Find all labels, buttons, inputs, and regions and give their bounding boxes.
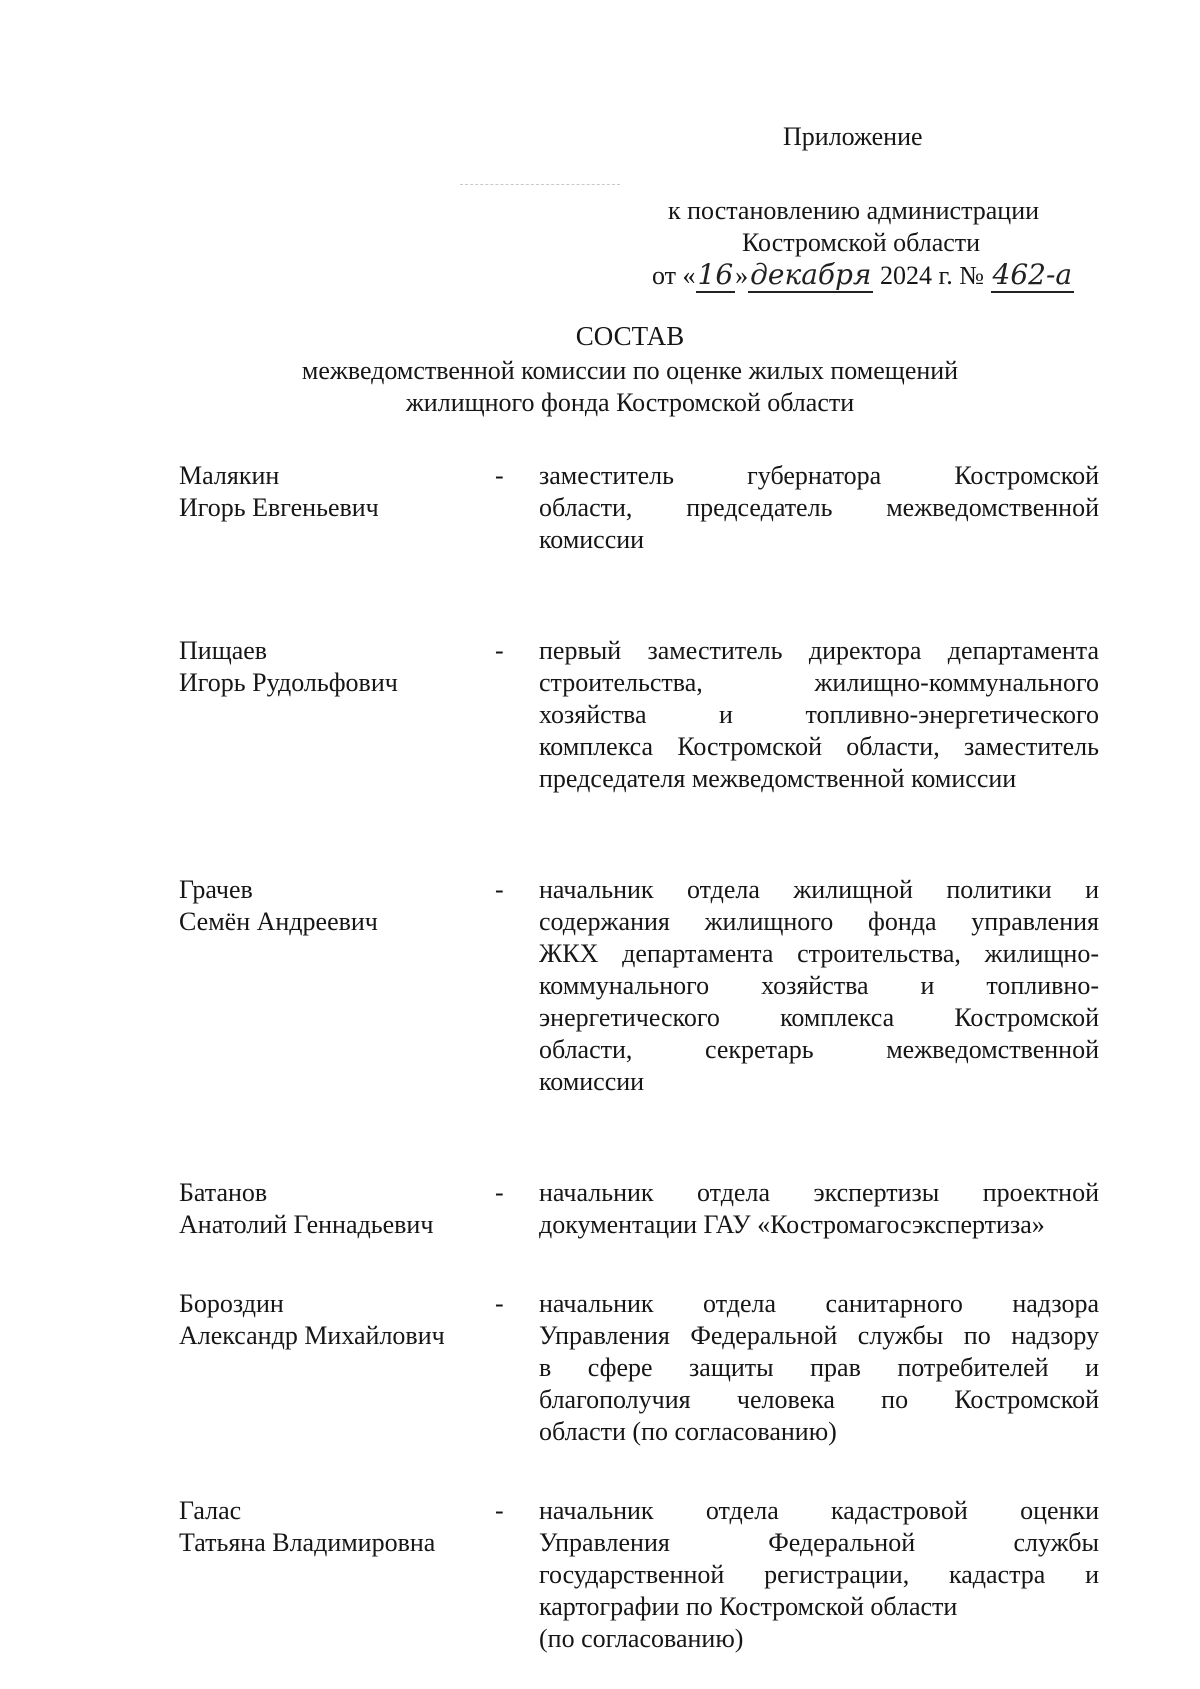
handwritten-doc-number: 462-а [992,258,1073,291]
member-surname: Галас [179,1496,242,1525]
role-line: ЖКХ департамента строительства, жилищно- [539,939,1099,968]
dash-separator: - [495,1178,504,1207]
role-line: начальник отдела жилищной политики и [539,875,1099,904]
member-role [539,1177,1099,1241]
role-line: картографии по Костромской области [539,1592,958,1621]
member-name [179,1495,489,1655]
member-surname: Грачев [179,875,253,904]
document-title: СОСТАВ [575,321,685,351]
role-line: председателя межведомственной комиссии [539,764,1017,793]
dash-separator: - [495,1289,504,1318]
member-entry [179,1177,1109,1241]
role-line: начальник отдела санитарного надзора [539,1289,1099,1318]
dash-separator: - [495,1496,504,1525]
role-line: документации ГАУ «Костромагосэкспертиза» [539,1210,1045,1239]
role-line: комиссии [539,525,645,554]
role-line: первый заместитель директора департамента [539,636,1099,665]
role-line: комиссии [539,1067,645,1096]
role-line: заместитель губернатора Костромской [539,461,1099,490]
member-given-names: Игорь Рудольфович [179,668,398,697]
role-line: в сфере защиты прав потребителей и [539,1353,1099,1382]
member-surname: Малякин [179,461,280,490]
date-quote: » [735,261,749,290]
role-line: области, председатель межведомственной [539,493,1099,522]
member-given-names: Александр Михайлович [179,1321,445,1350]
role-line: благополучия человека по Костромской [539,1385,1099,1414]
member-given-names: Игорь Евгеньевич [179,493,379,522]
decree-date-line [652,259,1074,292]
member-surname: Бороздин [179,1289,284,1318]
dash-separator: - [495,875,504,904]
role-line: содержания жилищного фонда управления [539,907,1099,936]
date-prefix: от « [652,261,696,290]
member-entry [179,874,1109,1098]
member-role [539,1288,1099,1448]
subtitle-line-1: межведомственной комиссии по оценке жилых помещений [301,356,959,385]
role-line: хозяйства и топливно-энергетического [539,700,1099,729]
dash-separator: - [495,461,504,490]
decree-line-2: Костромской области [742,228,981,257]
role-line: строительства, жилищно-коммунального [539,668,1099,697]
member-surname: Батанов [179,1178,268,1207]
member-entry [179,635,1109,795]
role-line: (по согласованию) [539,1624,744,1653]
dash-separator: - [495,636,504,665]
member-given-names: Семён Андреевич [179,907,378,936]
commission-members-list [179,460,1109,1655]
member-name [179,874,489,1098]
role-line: энергетического комплекса Костромской [539,1003,1099,1032]
role-line: области, секретарь межведомственной [539,1035,1099,1064]
role-line: Управления Федеральной службы по надзору [539,1321,1099,1350]
date-year: 2024 г. № [879,261,985,290]
role-line: коммунального хозяйства и топливно- [539,971,1099,1000]
member-entry [179,1495,1109,1655]
role-line: области (по согласованию) [539,1417,837,1446]
member-surname: Пищаев [179,636,268,665]
member-entry [179,460,1109,556]
decree-line-1: к постановлению администрации [668,196,1040,225]
role-line: начальник отдела кадастровой оценки [539,1496,1099,1525]
member-given-names: Татьяна Владимировна [179,1528,436,1557]
role-line: государственной регистрации, кадастра и [539,1560,1099,1589]
appendix-label: Приложение [783,122,923,151]
handwritten-month: декабря [750,258,872,291]
member-name [179,1177,489,1241]
member-role [539,874,1099,1098]
member-role [539,460,1099,556]
member-entry [179,1288,1109,1448]
member-role [539,1495,1099,1655]
member-role [539,635,1099,795]
role-line: Управления Федеральной службы [539,1528,1099,1557]
member-given-names: Анатолий Геннадьевич [179,1210,434,1239]
member-name [179,1288,489,1448]
member-name [179,460,489,556]
member-name [179,635,489,795]
subtitle-line-2: жилищного фонда Костромской области [405,388,855,417]
scan-artifact-line [460,184,620,185]
document-subtitle [0,355,1200,419]
role-line: комплекса Костромской области, заместитель [539,732,1099,761]
handwritten-day: 16 [697,258,734,291]
role-line: начальник отдела экспертизы проектной [539,1178,1099,1207]
